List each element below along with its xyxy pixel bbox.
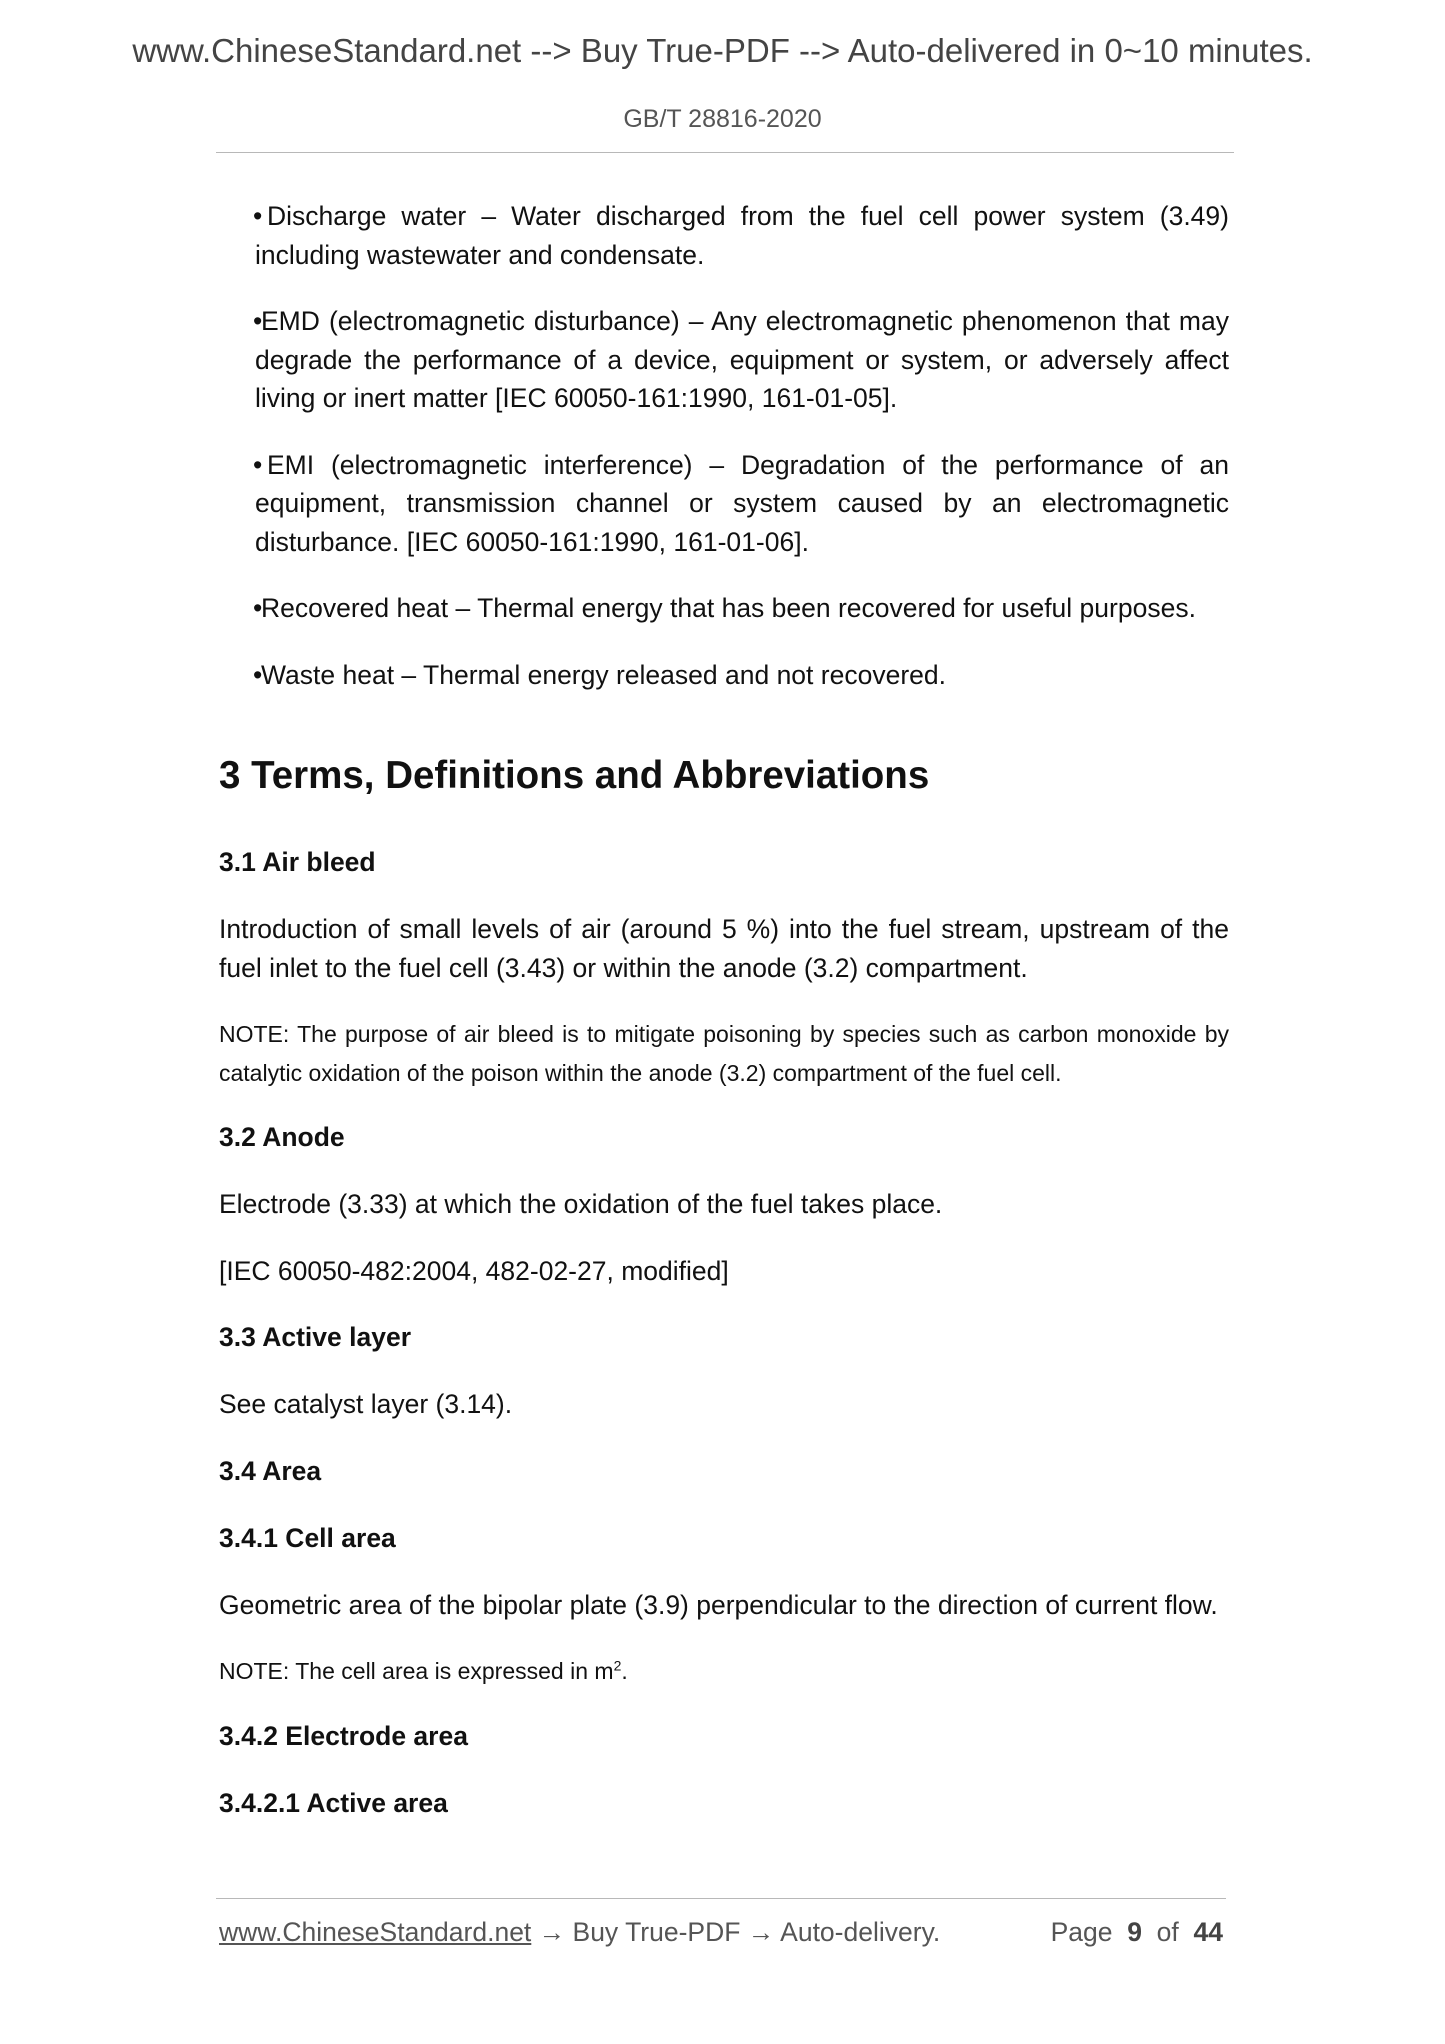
bullet-recovered-heat xyxy=(219,589,1229,628)
footer-website-link[interactable]: www.ChineseStandard.net xyxy=(219,1917,532,1947)
note-text: NOTE: The cell area is expressed in m xyxy=(219,1658,614,1684)
bullet-dot: • xyxy=(253,201,263,231)
note-end: . xyxy=(621,1658,628,1684)
bullet-text: Recovered heat – Thermal energy that has been recovered for useful purposes. xyxy=(261,593,1196,623)
bullet-text: EMI (electromagnetic interference) – Degradation of the performance of an equipment, transmission channel or system caused by an electromagnetic disturbance. [IEC 60050-161:1990, 161-01-06]. xyxy=(255,449,1229,557)
page-footer xyxy=(219,1917,1223,1948)
bullet-emd xyxy=(219,302,1229,418)
term-definition-3-1: Introduction of small levels of air (around 5 %) into the fuel stream, upstream of the fuel inlet to the fuel cell (3.43) or within the anode (3.2) compartment. xyxy=(219,914,1229,983)
bullet-dot: • xyxy=(253,449,263,480)
term-heading-3-4-2: 3.4.2 Electrode area xyxy=(219,1720,468,1751)
bullet-dot: • xyxy=(253,593,263,623)
term-note-3-4-1 xyxy=(219,1652,1229,1691)
bullet-discharge-water xyxy=(219,197,1229,274)
term-reference-3-2: [IEC 60050-482:2004, 482-02-27, modified] xyxy=(219,1255,729,1286)
term-heading-3-4: 3.4 Area xyxy=(219,1455,322,1486)
superscript: 2 xyxy=(613,1657,622,1674)
section-title: 3 Terms, Definitions and Abbreviations xyxy=(219,754,930,797)
bullet-waste-heat xyxy=(219,656,1229,695)
term-definition-3-4-1: Geometric area of the bipolar plate (3.9) perpendicular to the direction of current flow. xyxy=(219,1589,1218,1620)
term-heading-3-1: 3.1 Air bleed xyxy=(219,847,376,877)
of-label: of xyxy=(1156,1917,1179,1947)
term-heading-3-3: 3.3 Active layer xyxy=(219,1322,412,1352)
footer-tagline: → Buy True-PDF → Auto-delivery. xyxy=(531,1917,941,1947)
bullet-dot: • xyxy=(253,659,263,690)
bullet-text: Discharge water – Water discharged from the fuel cell power system (3.49) including wastewater and condensate. xyxy=(255,201,1229,270)
page-number: 9 xyxy=(1127,1917,1142,1947)
standard-code: GB/T 28816-2020 xyxy=(623,105,822,133)
term-definition-3-3: See catalyst layer (3.14). xyxy=(219,1389,513,1419)
page-label: Page xyxy=(1050,1917,1113,1947)
footer-divider xyxy=(216,1898,1226,1899)
document-body xyxy=(219,197,1229,1851)
term-note-3-1: NOTE: The purpose of air bleed is to mitigate poisoning by species such as carbon monoxide by catalytic oxidation of the poison within the anode (3.2) compartment of the fuel cell. xyxy=(219,1021,1229,1086)
term-heading-3-4-1: 3.4.1 Cell area xyxy=(219,1522,396,1553)
header-divider xyxy=(216,152,1234,153)
term-heading-3-2: 3.2 Anode xyxy=(219,1122,345,1152)
bullet-dot: • xyxy=(253,306,263,336)
bullet-text: EMD (electromagnetic disturbance) – Any electromagnetic phenomenon that may degrade the performance of a device, equipment or system, or adversely affect living or inert matter [IEC 60050-161:1990, 161-01-05]. xyxy=(255,306,1229,413)
top-banner: www.ChineseStandard.net --> Buy True-PDF --> Auto-delivered in 0~10 minutes. xyxy=(132,32,1313,69)
bullet-emi xyxy=(219,446,1229,562)
bullet-text: Waste heat – Thermal energy released and not recovered. xyxy=(261,659,946,690)
page-indicator xyxy=(1051,1917,1223,1948)
term-heading-3-4-2-1: 3.4.2.1 Active area xyxy=(219,1787,448,1818)
term-definition-3-2: Electrode (3.33) at which the oxidation of the fuel takes place. xyxy=(219,1189,943,1219)
page-total: 44 xyxy=(1193,1917,1223,1947)
